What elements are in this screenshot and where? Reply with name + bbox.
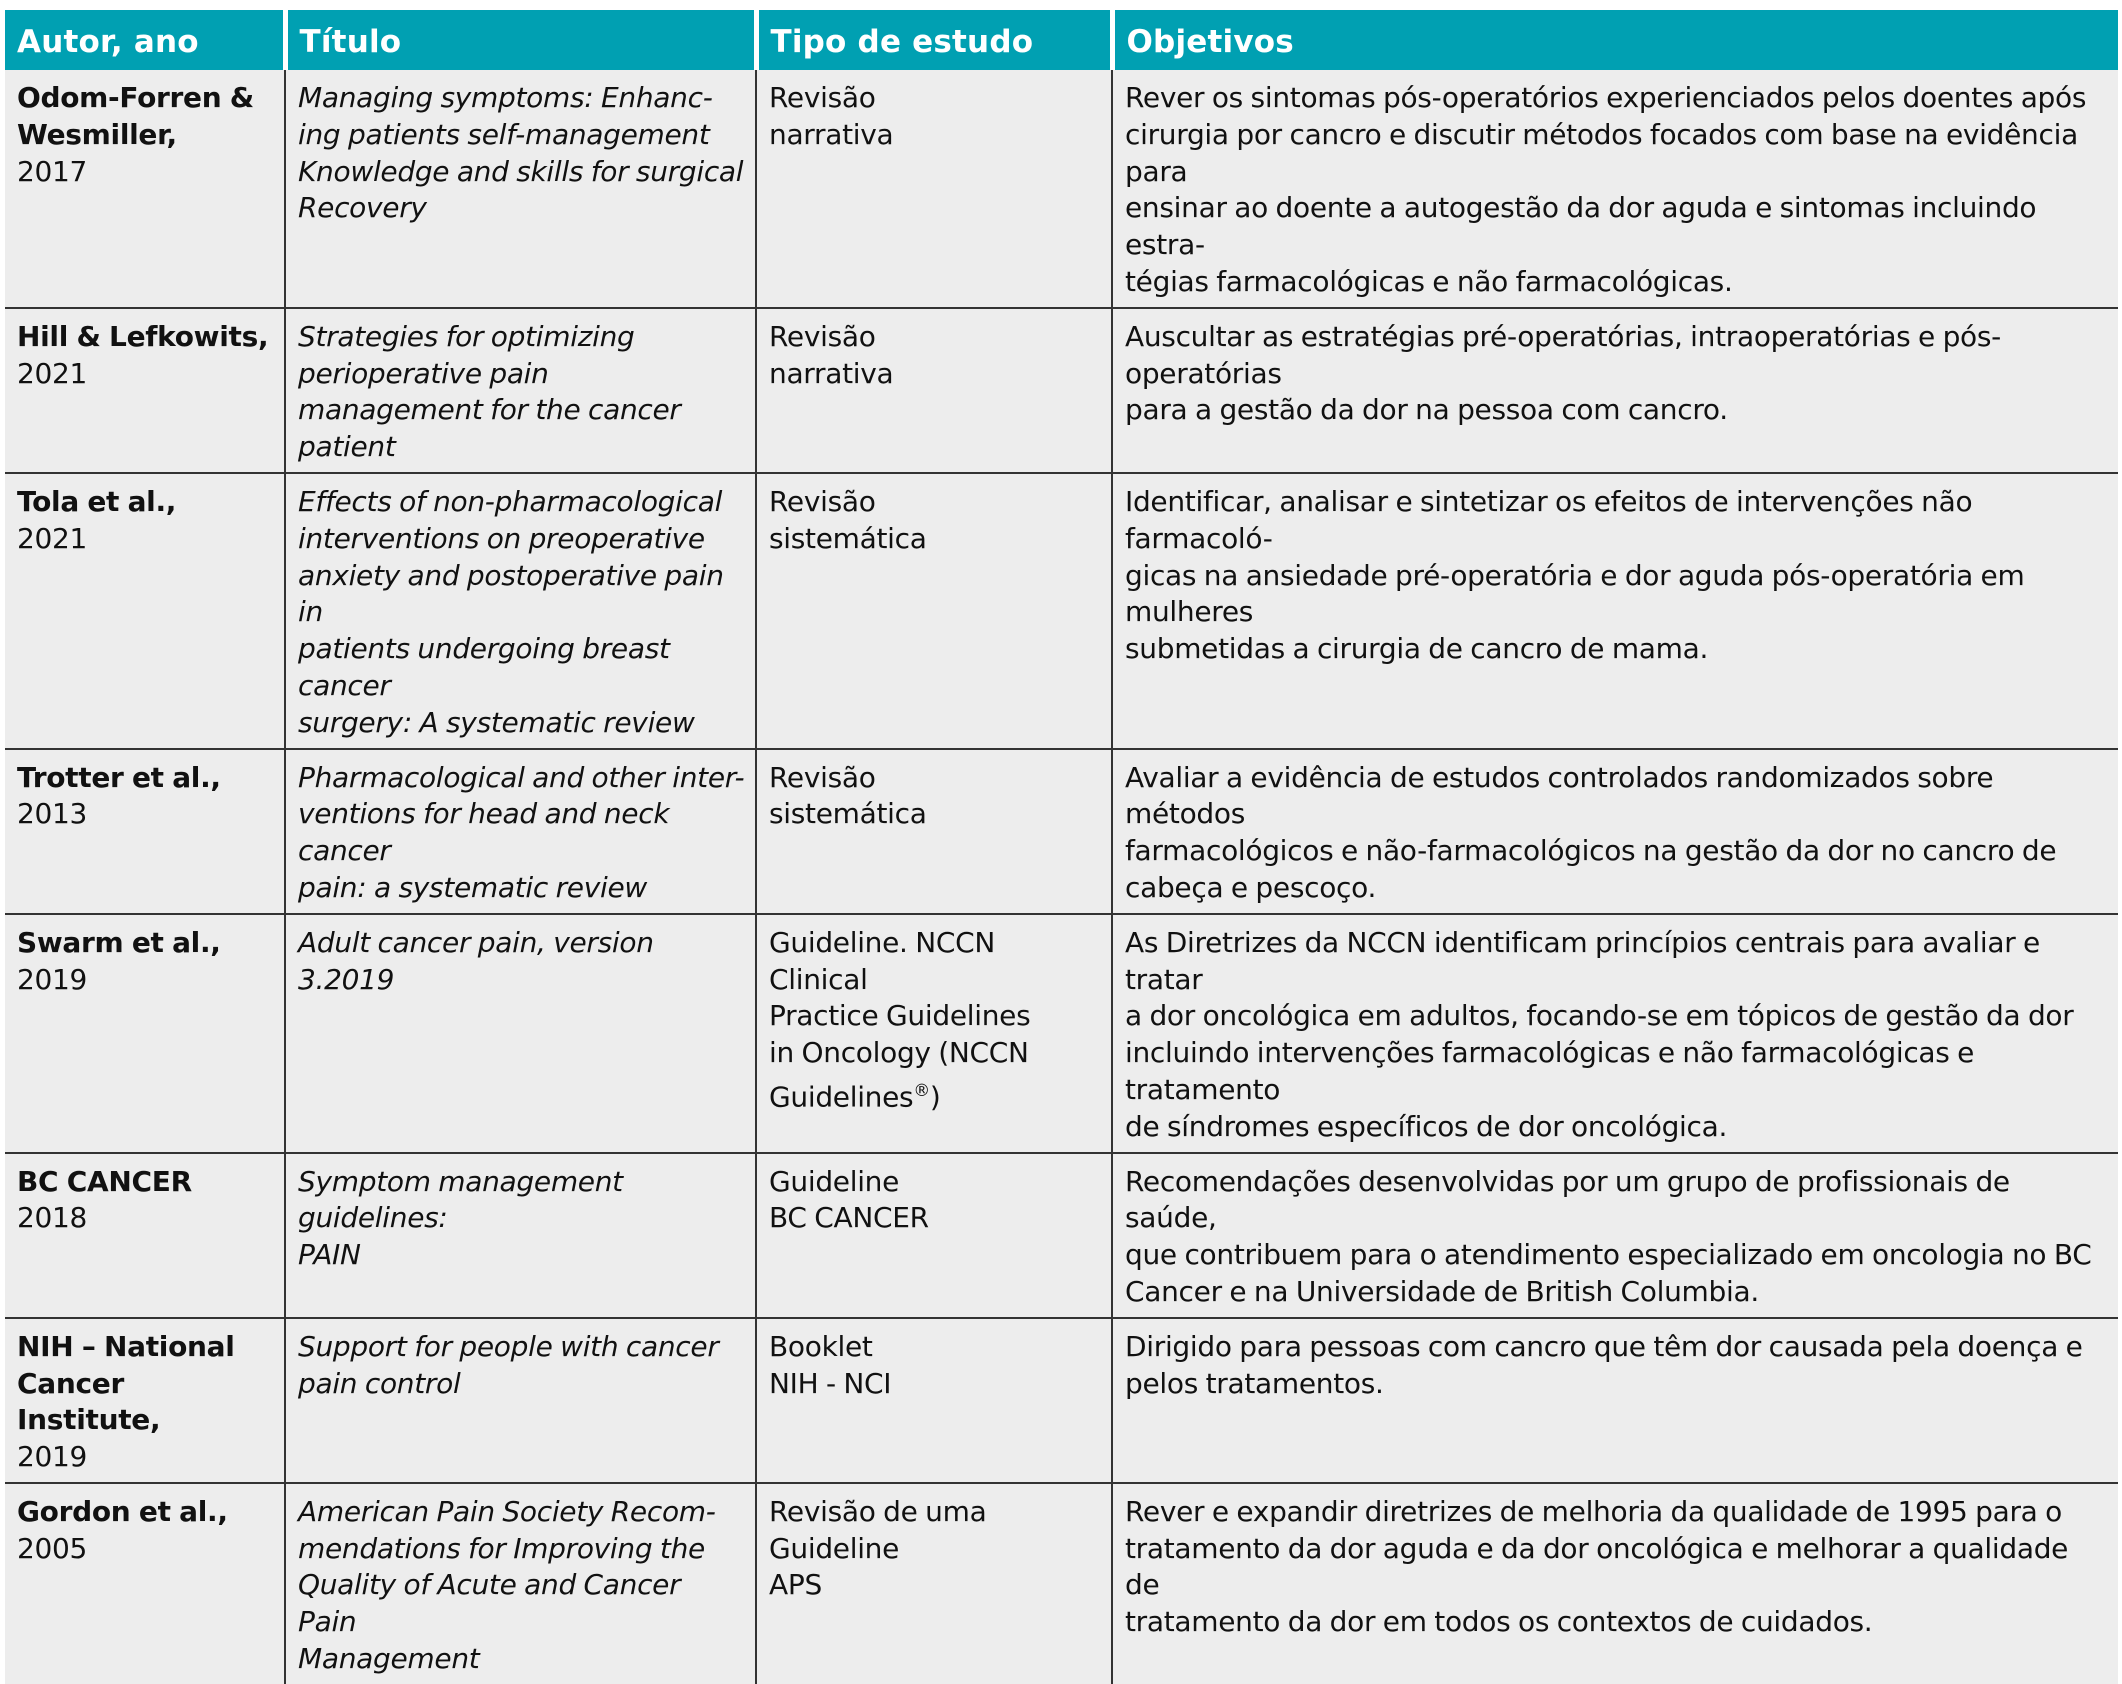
cell-author xyxy=(5,473,285,749)
cell-author xyxy=(5,1318,285,1483)
author-name: BC CANCER xyxy=(17,1164,192,1198)
cell-objective: Auscultar as estratégias pré-operatórias, intraoperatórias e pós-operatórias para a gestão da dor na pessoa com cancro. xyxy=(1112,308,2118,473)
table-header-row xyxy=(5,10,2118,70)
study-type-close: ) xyxy=(929,1080,941,1114)
header-study-type: Tipo de estudo xyxy=(756,10,1112,70)
cell-objective: Identificar, analisar e sintetizar os efeitos de intervenções não farmacoló- gicas na ansiedade pré-operatória e dor aguda pós-operatória em mulheres submetidas a cirurgia de cancro de mama. xyxy=(1112,473,2118,749)
cell-study-type: Revisão sistemática xyxy=(756,473,1112,749)
cell-study-type: Revisão sistemática xyxy=(756,749,1112,914)
table-row xyxy=(5,473,2118,749)
cell-title: Strategies for optimizing perioperative pain management for the cancer patient xyxy=(285,308,756,473)
table-row xyxy=(5,70,2118,308)
registered-mark: ® xyxy=(913,1079,930,1100)
cell-study-type xyxy=(756,914,1112,1153)
studies-table xyxy=(5,10,2118,1684)
cell-author xyxy=(5,308,285,473)
cell-title: Managing symptoms: Enhanc- ing patients self-management Knowledge and skills for surgical Recovery xyxy=(285,70,756,308)
cell-objective: Rever e expandir diretrizes de melhoria da qualidade de 1995 para o tratamento da dor aguda e da dor oncológica e melhorar a qualidade de tratamento da dor em todos os contextos de cuidados. xyxy=(1112,1483,2118,1684)
header-title: Título xyxy=(285,10,756,70)
author-name: Odom-Forren & Wesmiller, xyxy=(17,81,254,151)
cell-study-type: Revisão de uma Guideline APS xyxy=(756,1483,1112,1684)
header-author-year: Autor, ano xyxy=(5,10,285,70)
cell-author xyxy=(5,749,285,914)
author-year: 2005 xyxy=(17,1531,88,1565)
author-year: 2019 xyxy=(17,962,88,996)
author-year: 2017 xyxy=(17,154,88,188)
cell-title: Pharmacological and other inter- ventions for head and neck cancer pain: a systematic review xyxy=(285,749,756,914)
author-name: Swarm et al., xyxy=(17,925,221,959)
author-year: 2013 xyxy=(17,797,88,831)
table-row xyxy=(5,749,2118,914)
cell-author xyxy=(5,914,285,1153)
table-row xyxy=(5,914,2118,1153)
author-year: 2019 xyxy=(17,1440,88,1474)
cell-objective: Rever os sintomas pós-operatórios experienciados pelos doentes após cirurgia por cancro e discutir métodos focados com base na evidência para ensinar ao doente a autogestão da dor aguda e sintomas incluindo estra- tégias farmacológicas e não farmacológicas. xyxy=(1112,70,2118,308)
author-name: Tola et al., xyxy=(17,484,177,518)
cell-study-type: Guideline BC CANCER xyxy=(756,1153,1112,1318)
cell-author xyxy=(5,1153,285,1318)
author-year: 2021 xyxy=(17,521,88,555)
author-year: 2021 xyxy=(17,356,88,390)
cell-objective: As Diretrizes da NCCN identificam princípios centrais para avaliar e tratar a dor oncológica em adultos, focando-se em tópicos de gestão da dor incluindo intervenções farmacológicas e não farmacológicas e tratamento de síndromes específicos de dor oncológica. xyxy=(1112,914,2118,1153)
cell-author xyxy=(5,1483,285,1684)
cell-study-type: Revisão narrativa xyxy=(756,70,1112,308)
cell-title: American Pain Society Recom- mendations for Improving the Quality of Acute and Cancer Pain Management xyxy=(285,1483,756,1684)
table-row xyxy=(5,1483,2118,1684)
table-row xyxy=(5,308,2118,473)
author-name: NIH – National Cancer Institute, xyxy=(17,1329,235,1437)
header-objectives: Objetivos xyxy=(1112,10,2118,70)
author-name: Hill & Lefkowits, xyxy=(17,319,269,353)
author-name: Trotter et al., xyxy=(17,760,221,794)
table-row xyxy=(5,1318,2118,1483)
cell-title: Symptom management guidelines: PAIN xyxy=(285,1153,756,1318)
cell-study-type: Revisão narrativa xyxy=(756,308,1112,473)
author-name: Gordon et al., xyxy=(17,1494,228,1528)
cell-title: Effects of non-pharmacological interventions on preoperative anxiety and postoperative pain in patients undergoing breast cancer surgery: A systematic review xyxy=(285,473,756,749)
cell-objective: Dirigido para pessoas com cancro que têm dor causada pela doença e pelos tratamentos. xyxy=(1112,1318,2118,1483)
cell-study-type: Booklet NIH - NCI xyxy=(756,1318,1112,1483)
cell-objective: Avaliar a evidência de estudos controlados randomizados sobre métodos farmacológicos e não-farmacológicos na gestão da dor no cancro de cabeça e pescoço. xyxy=(1112,749,2118,914)
table-row xyxy=(5,1153,2118,1318)
study-type-text: Guideline. NCCN Clinical Practice Guidelines in Oncology (NCCN Guidelines xyxy=(769,925,1031,1114)
cell-author xyxy=(5,70,285,308)
cell-title: Adult cancer pain, version 3.2019 xyxy=(285,914,756,1153)
cell-title: Support for people with cancer pain control xyxy=(285,1318,756,1483)
cell-objective: Recomendações desenvolvidas por um grupo de profissionais de saúde, que contribuem para o atendimento especializado em oncologia no BC Cancer e na Universidade de British Columbia. xyxy=(1112,1153,2118,1318)
author-year: 2018 xyxy=(17,1201,88,1235)
